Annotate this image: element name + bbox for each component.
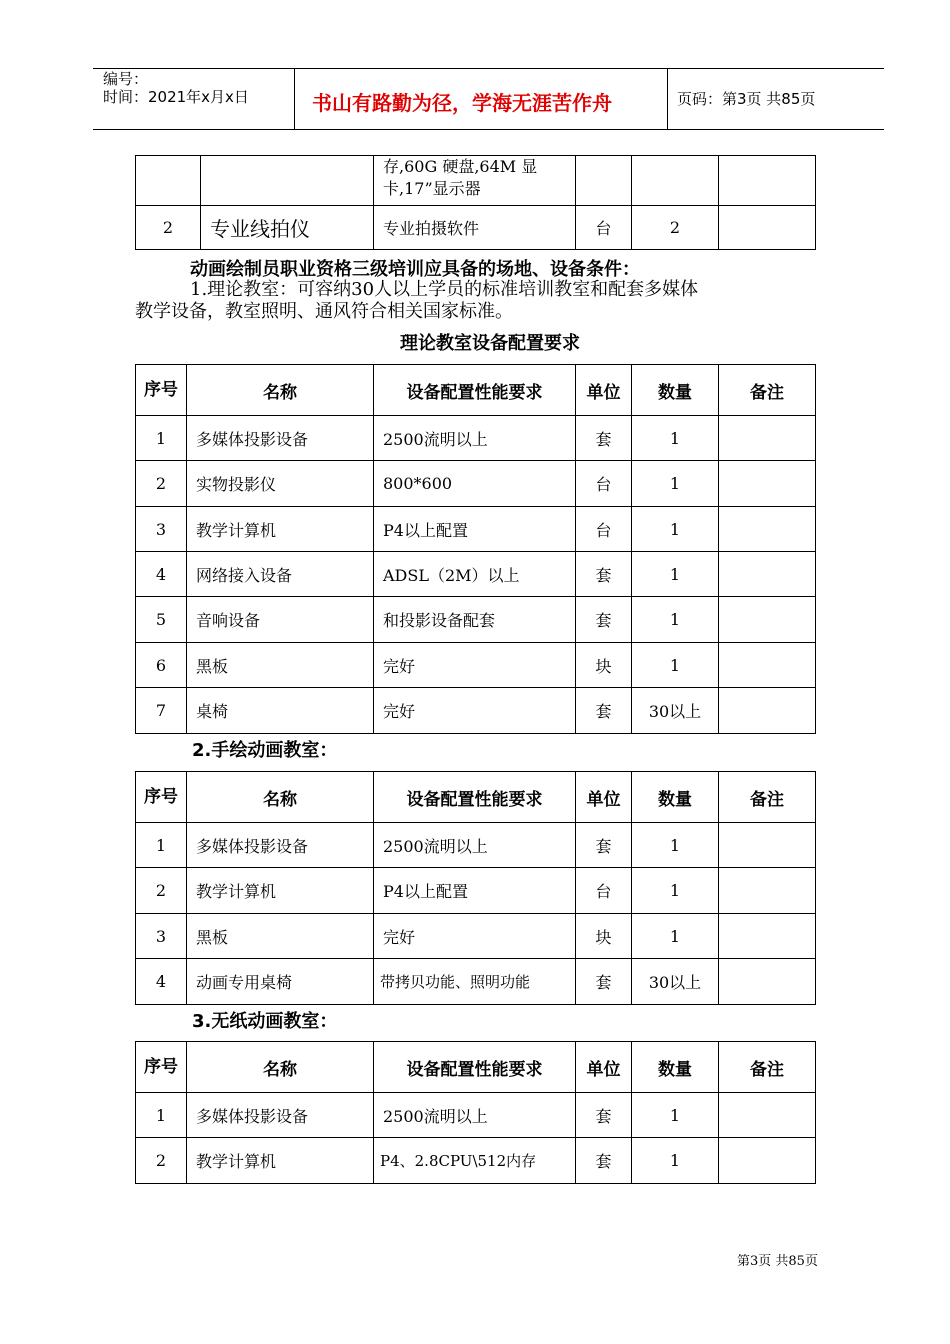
cell: 音响设备 — [187, 597, 374, 643]
cell: 2500流明以上 — [374, 416, 576, 461]
cell: 套 — [576, 959, 632, 1005]
cell: P4以上配置 — [374, 507, 576, 552]
cell: ADSL（2M）以上 — [374, 552, 576, 597]
cell: 套 — [576, 597, 632, 643]
header-cell: 单位 — [576, 1042, 632, 1093]
cell: 2 — [136, 1138, 187, 1184]
cell: 完好 — [374, 914, 576, 959]
cell: 1 — [632, 823, 719, 868]
page-footer: 第3页 共85页 — [737, 1254, 818, 1269]
cell: 存,60G 硬盘,64M 显卡,17”显示器 — [374, 156, 576, 206]
cell — [201, 156, 374, 206]
table-row — [136, 552, 816, 597]
cell: 2 — [136, 868, 187, 914]
cell — [719, 1093, 816, 1138]
table-row — [136, 1093, 816, 1138]
header-cell: 单位 — [576, 772, 632, 823]
table-row — [136, 959, 816, 1005]
cell: 和投影设备配套 — [374, 597, 576, 643]
cell: P4以上配置 — [374, 868, 576, 914]
cell — [719, 688, 816, 734]
cell — [632, 156, 719, 206]
cell: 套 — [576, 1093, 632, 1138]
cell: 动画专用桌椅 — [187, 959, 374, 1005]
section-title: 动画绘制员职业资格三级培训应具备的场地、设备条件： — [190, 259, 640, 280]
table-row — [136, 416, 816, 461]
cell: 教学计算机 — [187, 507, 374, 552]
cell — [719, 461, 816, 507]
cell: 台 — [576, 868, 632, 914]
header-bottom-rule — [93, 129, 884, 130]
cell: 30以上 — [632, 959, 719, 1005]
cell: 3 — [136, 914, 187, 959]
cell: 1 — [632, 868, 719, 914]
table1-title: 理论教室设备配置要求 — [400, 333, 580, 354]
cell: 1 — [632, 1093, 719, 1138]
cell — [719, 1138, 816, 1184]
header-motto: 书山有路勤为径，学海无涯苦作舟 — [312, 91, 612, 115]
cell: 多媒体投影设备 — [187, 823, 374, 868]
cell: 1 — [632, 643, 719, 688]
cell: 2 — [136, 461, 187, 507]
cell — [719, 823, 816, 868]
table-row — [136, 688, 816, 734]
header-divider — [294, 69, 295, 129]
cell: 1 — [632, 507, 719, 552]
header-cell: 备注 — [719, 1042, 816, 1093]
cell — [719, 156, 816, 206]
table-header-row — [136, 772, 816, 823]
header-top-rule — [93, 68, 884, 69]
paragraph-line: 教学设备，教室照明、通风符合相关国家标准。 — [135, 301, 513, 322]
cell: 多媒体投影设备 — [187, 1093, 374, 1138]
cell — [719, 597, 816, 643]
table-row — [136, 461, 816, 507]
cell: 2500流明以上 — [374, 1093, 576, 1138]
cell: 6 — [136, 643, 187, 688]
table-row — [136, 156, 816, 206]
table-row — [136, 597, 816, 643]
cell: 教学计算机 — [187, 868, 374, 914]
cell: 多媒体投影设备 — [187, 416, 374, 461]
cell: 实物投影仪 — [187, 461, 374, 507]
cell — [719, 552, 816, 597]
table-row — [136, 206, 816, 250]
cell: 30以上 — [632, 688, 719, 734]
header-cell: 序号 — [136, 365, 187, 416]
hand-drawn-animation-table — [135, 771, 816, 1005]
header-cell: 设备配置性能要求 — [374, 1042, 576, 1093]
paperless-animation-table — [135, 1041, 816, 1184]
header-cell: 数量 — [632, 772, 719, 823]
header-cell: 备注 — [719, 365, 816, 416]
cell — [136, 156, 201, 206]
cell: 完好 — [374, 688, 576, 734]
cell: 套 — [576, 552, 632, 597]
cell — [719, 643, 816, 688]
header-divider — [667, 69, 668, 129]
cell — [719, 416, 816, 461]
cell: 台 — [576, 461, 632, 507]
cell: 专业线拍仪 — [201, 206, 374, 250]
theory-classroom-table — [135, 364, 816, 734]
cell: 完好 — [374, 643, 576, 688]
cell: 桌椅 — [187, 688, 374, 734]
cell — [719, 507, 816, 552]
cell: 套 — [576, 1138, 632, 1184]
cell — [719, 206, 816, 250]
header-cell: 设备配置性能要求 — [374, 772, 576, 823]
cell: 5 — [136, 597, 187, 643]
cell: 块 — [576, 643, 632, 688]
table-row — [136, 507, 816, 552]
cell: 套 — [576, 823, 632, 868]
page-number-label: 页码：第3页 共85页 — [677, 90, 816, 108]
table-row — [136, 914, 816, 959]
cell: 1 — [632, 597, 719, 643]
cell: 1 — [632, 461, 719, 507]
cell: 2 — [136, 206, 201, 250]
header-cell: 备注 — [719, 772, 816, 823]
header-cell: 序号 — [136, 1042, 187, 1093]
cell: 专业拍摄软件 — [374, 206, 576, 250]
cell: 1 — [136, 823, 187, 868]
header-cell: 名称 — [187, 772, 374, 823]
cell: 带拷贝功能、照明功能 — [374, 959, 576, 1005]
document-time-label: 时间：2021年x月x日 — [103, 88, 249, 106]
cell: 4 — [136, 552, 187, 597]
paragraph-line: 1.理论教室：可容纳30人以上学员的标准培训教室和配套多媒体 — [190, 279, 699, 300]
table-row — [136, 823, 816, 868]
cell — [719, 959, 816, 1005]
table-header-row — [136, 365, 816, 416]
table-row — [136, 868, 816, 914]
cell: 1 — [632, 416, 719, 461]
cell: 台 — [576, 206, 632, 250]
cell: 2500流明以上 — [374, 823, 576, 868]
top-continuation-table — [135, 155, 816, 250]
cell: 黑板 — [187, 914, 374, 959]
table-row — [136, 1138, 816, 1184]
cell: 1 — [136, 1093, 187, 1138]
cell: 教学计算机 — [187, 1138, 374, 1184]
cell: 7 — [136, 688, 187, 734]
cell — [719, 868, 816, 914]
cell: 套 — [576, 416, 632, 461]
header-cell: 名称 — [187, 1042, 374, 1093]
document-number-label: 编号： — [103, 70, 149, 88]
header-cell: 序号 — [136, 772, 187, 823]
cell: 1 — [632, 914, 719, 959]
header-cell: 数量 — [632, 1042, 719, 1093]
header-cell: 数量 — [632, 365, 719, 416]
header-cell: 设备配置性能要求 — [374, 365, 576, 416]
cell — [719, 914, 816, 959]
cell: 黑板 — [187, 643, 374, 688]
header-cell: 名称 — [187, 365, 374, 416]
cell: 1 — [632, 1138, 719, 1184]
table-header-row — [136, 1042, 816, 1093]
cell: P4、2.8CPU\512内存 — [374, 1138, 576, 1184]
cell: 1 — [632, 552, 719, 597]
table2-title: 2.手绘动画教室： — [192, 740, 338, 761]
cell: 1 — [136, 416, 187, 461]
cell: 800*600 — [374, 461, 576, 507]
cell — [576, 156, 632, 206]
cell: 套 — [576, 688, 632, 734]
header-cell: 单位 — [576, 365, 632, 416]
cell: 4 — [136, 959, 187, 1005]
cell: 网络接入设备 — [187, 552, 374, 597]
cell: 3 — [136, 507, 187, 552]
cell: 台 — [576, 507, 632, 552]
table3-title: 3.无纸动画教室： — [192, 1011, 338, 1032]
cell: 2 — [632, 206, 719, 250]
table-row — [136, 643, 816, 688]
cell: 块 — [576, 914, 632, 959]
